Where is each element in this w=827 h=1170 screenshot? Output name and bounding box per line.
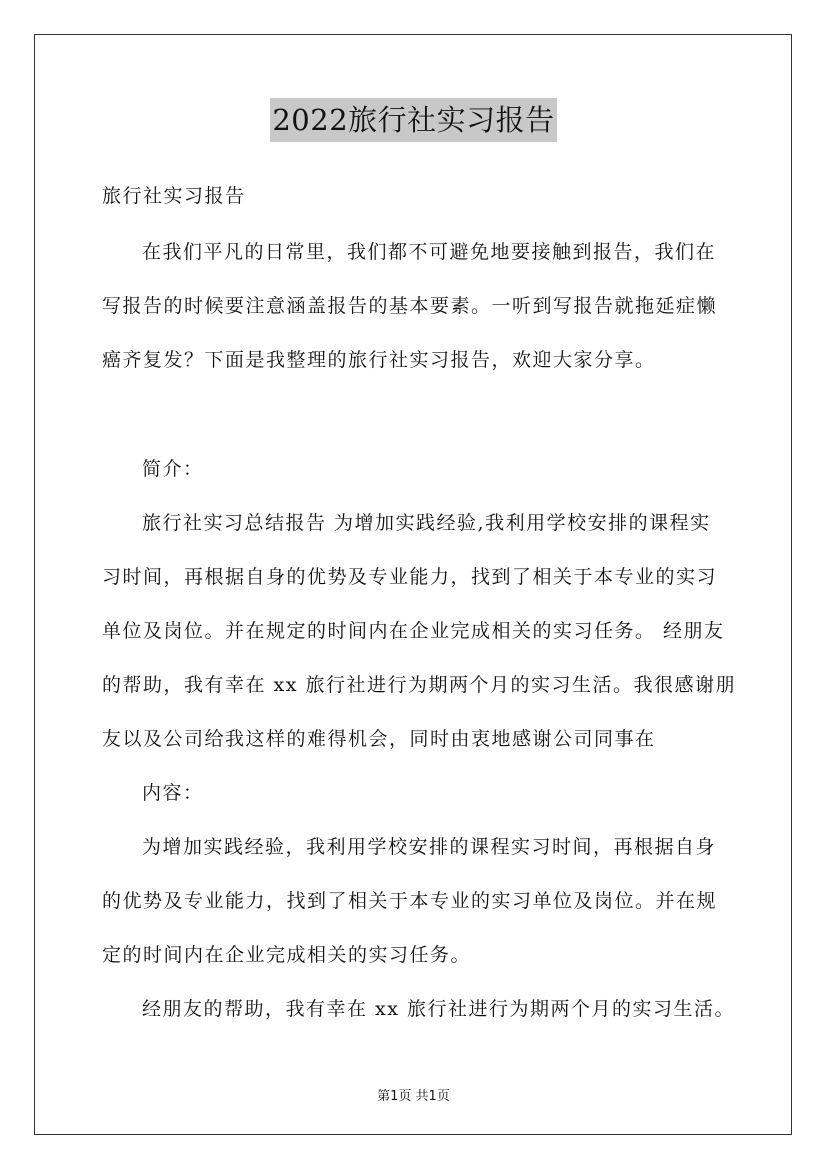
summary-line-4: 的帮助，我有幸在 xx 旅行社进行为期两个月的实习生活。我很感谢朋	[102, 674, 737, 696]
page-footer: 第1页 共1页	[377, 1089, 450, 1104]
content-line-2: 的优势及专业能力，找到了相关于本专业的实习单位及岗位。并在规	[102, 890, 718, 912]
intro-line-3: 癌齐复发？下面是我整理的旅行社实习报告，欢迎大家分享。	[102, 349, 656, 371]
summary-line-2: 习时间，再根据自身的优势及专业能力，找到了相关于本专业的实习	[102, 566, 718, 588]
section-intro-heading: 简介：	[142, 458, 204, 480]
section-content-heading: 内容：	[142, 782, 204, 804]
intro-line-1: 在我们平凡的日常里，我们都不可避免地要接触到报告，我们在	[142, 241, 717, 263]
content-line-1: 为增加实践经验，我利用学校安排的课程实习时间，再根据自身	[142, 836, 717, 858]
intro-line-2: 写报告的时候要注意涵盖报告的基本要素。一听到写报告就拖延症懒	[102, 295, 718, 317]
document-subtitle: 旅行社实习报告	[102, 185, 246, 207]
document-title: 2022旅行社实习报告	[270, 98, 556, 142]
summary-line-5: 友以及公司给我这样的难得机会，同时由衷地感谢公司同事在	[102, 728, 656, 750]
content-line-4: 经朋友的帮助，我有幸在 xx 旅行社进行为期两个月的实习生活。	[142, 998, 736, 1020]
title-container	[0, 98, 827, 142]
summary-line-3: 单位及岗位。并在规定的时间内在企业完成相关的实习任务。 经朋友	[102, 620, 725, 642]
summary-line-1: 旅行社实习总结报告 为增加实践经验,我利用学校安排的课程实	[142, 512, 711, 534]
content-line-3: 定的时间内在企业完成相关的实习任务。	[102, 944, 472, 966]
